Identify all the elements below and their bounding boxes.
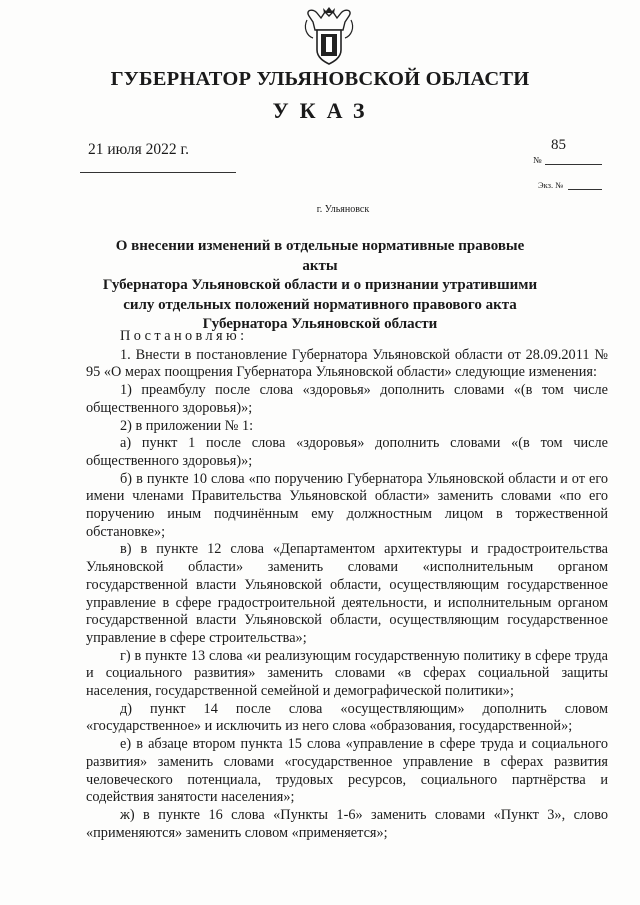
number-label: № <box>533 155 542 165</box>
body-paragraph: б) в пункте 10 слова «по поручению Губернатора Ульяновской области и от его имени членами Правительства Ульяновской области» заменить словами «по его поручению иным подчинённым ему должностным лицом в торжественной обстановке»; <box>86 470 608 540</box>
resolution-lead: Постановляю: <box>120 328 248 344</box>
body-paragraph: 1) преамбулу после слова «здоровья» дополнить словами «(в том числе общественного здоровья)»; <box>86 382 608 416</box>
document-date: 21 июля 2022 г. <box>88 141 189 158</box>
body-paragraph: 1. Внести в постановление Губернатора Ульяновской области от 28.09.2011 № 95 «О мерах поощрения Губернатора Ульяновской области» следующие изменения: <box>86 346 608 381</box>
document-body <box>86 328 608 842</box>
copy-number-underline <box>568 189 602 190</box>
body-paragraph: в) в пункте 12 слова «Департаментом архитектуры и градостроительства Ульяновской области» заменить словами «исполнительным органом государственной власти Ульяновской области, осуществляющим государственное управление в сфере градостроительной деятельности, и исполнительным органом государственной власти Ульяновской области, осуществляющим государственное управление в сфере строительства»; <box>86 541 608 646</box>
document-number: 85 <box>551 137 566 153</box>
body-paragraph: 2) в приложении № 1: <box>120 417 254 434</box>
body-paragraph: а) пункт 1 после слова «здоровья» дополнить словами «(в том числе общественного здоровья)»; <box>86 435 608 469</box>
title-line: силу отдельных положений нормативного правового акта <box>123 296 517 313</box>
body-paragraph: ж) в пункте 16 слова «Пункты 1-6» заменить словами «Пункт 3», слово «применяются» заменить словом «применяется»; <box>86 806 608 841</box>
city-name: г. Ульяновск <box>316 204 370 215</box>
body-paragraph: г) в пункте 13 слова «и реализующим государственную политику в сфере труда и социального развития» заменить словами «в сферах социальной защиты населения, государственной семейной и демографической политики»; <box>86 647 608 700</box>
issuer-heading: ГУБЕРНАТОР УЛЬЯНОВСКОЙ ОБЛАСТИ <box>110 68 530 90</box>
number-underline <box>545 164 602 165</box>
body-paragraph: д) пункт 14 после слова «осуществляющим» дополнить словом «государственное» и исключить из него слова «образования, государственной»; <box>86 700 608 735</box>
coat-of-arms-emblem <box>303 6 355 66</box>
title-line: Губернатора Ульяновской области <box>202 316 438 332</box>
date-underline <box>80 172 236 173</box>
title-line: О внесении изменений в отдельные нормативные правовые акты <box>115 238 525 274</box>
title-line: Губернатора Ульяновской области и о признании утратившими <box>102 277 538 293</box>
document-title <box>100 237 540 335</box>
document-type: УКАЗ <box>272 98 376 123</box>
copy-number-label: Экз. № <box>538 180 564 190</box>
body-paragraph: е) в абзаце втором пункта 15 слова «управление в сфере труда и социального развития» заменить словами «государственное управление в сферах развития человеческого потенциала, трудовых ресурсов, социального партнёрства и содействия занятости населения»; <box>86 736 608 806</box>
